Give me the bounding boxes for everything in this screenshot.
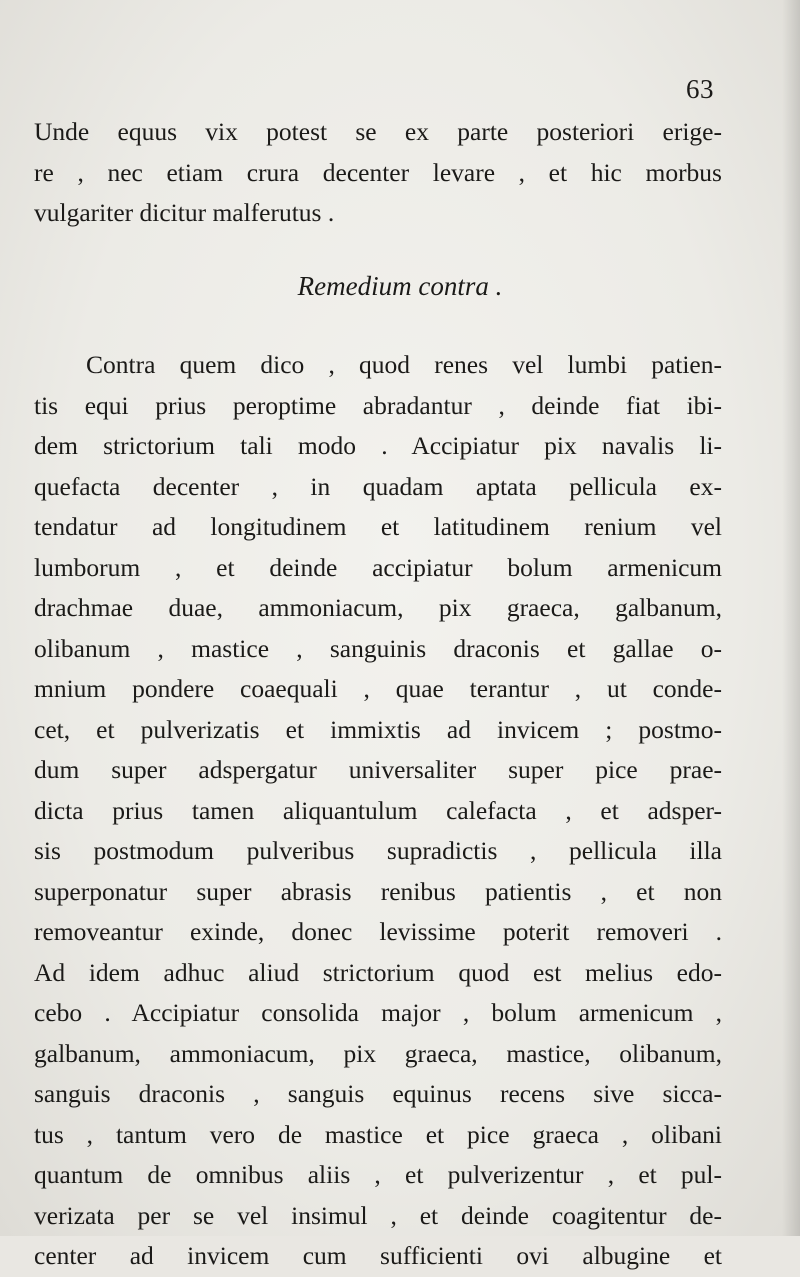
body-paragraph — [34, 345, 722, 1277]
text-line: Unde equus vix potest se ex parte posteriori erige- — [34, 117, 722, 146]
text-line: cebo . Accipiatur consolida major , bolum armenicum , — [34, 998, 722, 1027]
text-line: tendatur ad longitudinem et latitudinem renium vel — [34, 512, 722, 541]
text-line: sanguis draconis , sanguis equinus recens sive sicca- — [34, 1079, 722, 1108]
text-line: quefacta decenter , in quadam aptata pellicula ex- — [34, 471, 722, 501]
text-line: drachmae duae, ammoniacum, pix graeca, galbanum, — [34, 593, 722, 622]
text-line: superponatur super abrasis renibus patientis , et non — [34, 876, 722, 906]
text-line: dum super adspergatur universaliter super pice prae- — [34, 755, 722, 784]
text-line: cet, et pulverizatis et immixtis ad invicem ; postmo- — [34, 714, 722, 744]
text-line: dem strictorium tali modo . Accipiatur pix navalis li- — [34, 431, 722, 460]
text-line: lumborum , et deinde accipiatur bolum armenicum — [34, 552, 722, 582]
text-line: center ad invicem cum sufficienti ovi albugine et — [34, 1241, 722, 1270]
page-number: 63 — [686, 74, 714, 104]
text-line: re , nec etiam crura decenter levare , et hic morbus — [34, 157, 722, 187]
intro-paragraph — [34, 112, 722, 234]
text-line: tus , tantum vero de mastice et pice graeca , olibani — [34, 1119, 722, 1149]
text-line: sis postmodum pulveribus supradictis , pellicula illa — [34, 836, 722, 865]
text-line: tis equi prius peroptime abradantur , deinde fiat ibi- — [34, 390, 722, 420]
section-heading: Remedium contra . — [297, 271, 503, 301]
text-line: Ad idem adhuc aliud strictorium quod est melius edo- — [34, 957, 722, 987]
text-line: dicta prius tamen aliquantulum calefacta , et adsper- — [34, 795, 722, 825]
page-edge-shadow — [782, 0, 800, 1236]
text-line: removeantur exinde, donec levissime poterit removeri . — [34, 917, 722, 946]
text-line: mnium pondere coaequali , quae terantur , ut conde- — [34, 674, 722, 703]
text-line: galbanum, ammoniacum, pix graeca, mastice, olibanum, — [34, 1038, 722, 1068]
text-line: Contra quem dico , quod renes vel lumbi patien- — [86, 350, 722, 379]
text-line: vulgariter dicitur malferutus . — [34, 198, 335, 227]
text-line: verizata per se vel insimul , et deinde coagitentur de- — [34, 1200, 722, 1230]
text-line: quantum de omnibus aliis , et pulverizentur , et pul- — [34, 1160, 722, 1189]
text-line: olibanum , mastice , sanguinis draconis et gallae o- — [34, 633, 722, 663]
